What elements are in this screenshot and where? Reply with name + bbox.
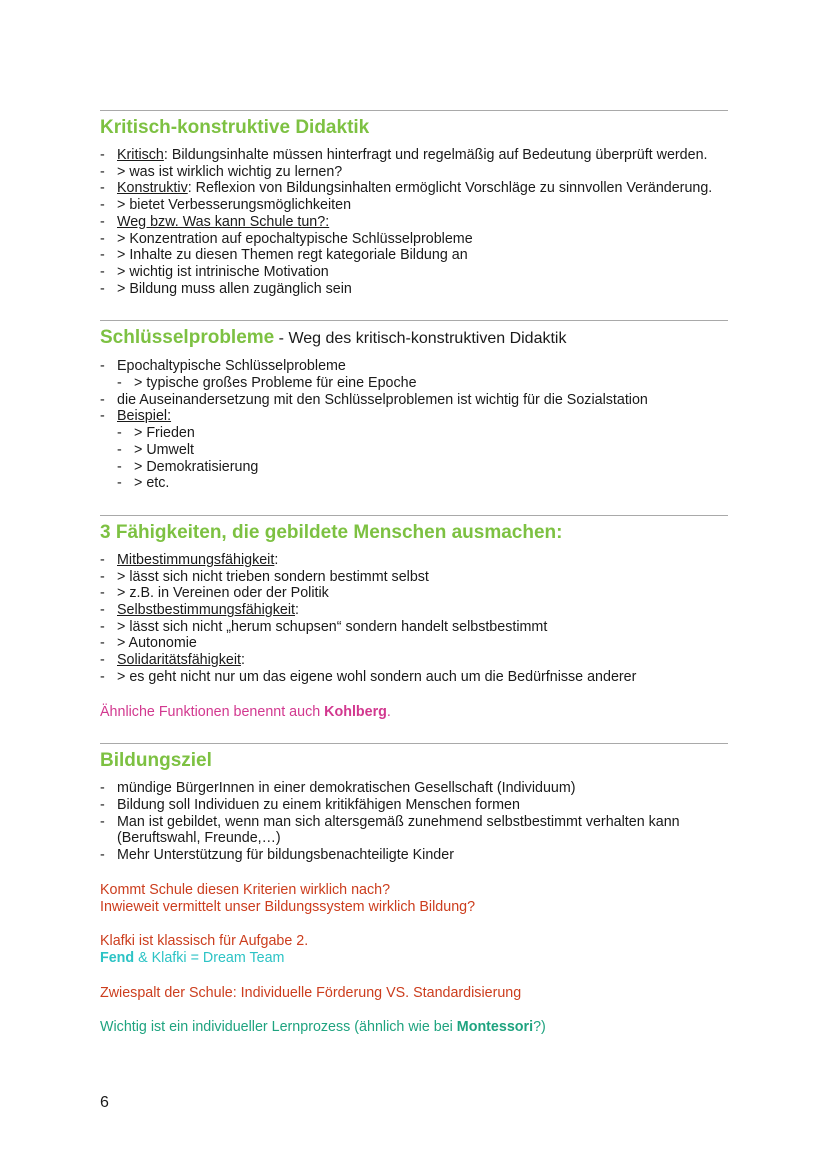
note-bold: Kohlberg [324,703,387,720]
note-kohlberg [100,704,728,721]
note-zwiespalt: Zwiespalt der Schule: Individuelle Förderung VS. Standardisierung [100,984,522,1001]
item-text: Mehr Unterstützung für bildungsbenachteiligte Kinder [117,847,454,864]
note-text: Ähnliche Funktionen benennt auch [100,703,325,720]
item-text: > Umwelt [134,441,194,458]
list-item [100,652,728,669]
note-klafki: Klafki ist klassisch für Aufgabe 2. [100,933,309,950]
item-text: > wichtig ist intrinische Motivation [117,263,329,280]
heading-subtitle: - Weg des kritisch-konstruktiven Didaktik [274,330,567,348]
section-heading-faehigkeiten: 3 Fähigkeiten, die gebildete Menschen ausmachen: [100,521,563,543]
item-text: Bildung soll Individuen zu einem kritikfähigen Menschen formen [117,796,520,813]
underlined-term: Weg bzw. Was kann Schule tun?: [117,213,330,230]
item-text: : [295,602,299,619]
underlined-term: Mitbestimmungsfähigkeit [117,551,275,568]
section-heading-bildungsziel: Bildungsziel [100,750,212,772]
item-text: Man ist gebildet, wenn man sich altersgemäß zunehmend selbstbestimmt verhalten kann (Beruftswahl, Freunde,…) [117,813,680,847]
list-item [100,814,728,847]
page-number: 6 [100,1094,109,1111]
list-item [100,552,728,569]
list-item [100,197,728,214]
note-text: Wichtig ist ein individueller Lernprozess (ähnlich wie bei [100,1019,457,1036]
item-text: : Reflexion von Bildungsinhalten ermöglicht Vorschläge zu sinnvollen Veränderung. [187,180,713,197]
section-heading-kritisch-konstruktive-didaktik: Kritisch-konstruktive Didaktik [100,117,370,138]
list-item [100,147,728,164]
underlined-term: Solidaritätsfähigkeit [117,652,241,669]
item-text: > Autonomie [117,635,197,652]
underlined-term: Selbstbestimmungsfähigkeit [117,602,296,619]
underlined-term: Beispiel: [117,408,172,425]
list-item [100,602,728,619]
item-text: > bietet Verbesserungsmöglichkeiten [117,197,352,214]
list-item [100,264,728,281]
list-item [100,669,728,686]
heading-title: Schlüsselprobleme [100,327,275,349]
item-text: > z.B. in Vereinen oder der Politik [117,585,329,602]
divider [100,110,728,111]
divider [100,515,728,516]
divider [100,320,728,321]
note-fend-klafki [100,950,728,967]
list-item [100,847,728,864]
list-item [100,780,728,797]
item-text: : [240,652,245,669]
item-text: > lässt sich nicht „herum schupsen“ sondern handelt selbstbestimmt [117,618,548,635]
item-text: > typische großes Probleme für eine Epoche [134,375,417,392]
list-item [100,231,728,248]
list-kritisch-konstruktive-didaktik [100,147,728,297]
list-item [100,797,728,814]
item-text: > was ist wirklich wichtig zu lernen? [117,163,343,180]
note-text-end: . [386,703,391,720]
list-bildungsziel [100,780,728,864]
list-item [100,164,728,181]
list-item [100,569,728,586]
note-bold: Fend [100,949,135,966]
list-item [117,475,728,492]
list-item [100,408,728,425]
list-item [100,180,728,197]
item-text: > Inhalte zu diesen Themen regt kategoriale Bildung an [117,247,468,264]
list-faehigkeiten [100,552,728,686]
note-montessori [100,1019,728,1036]
item-text: die Auseinandersetzung mit den Schlüsselproblemen ist wichtig für die Sozialstation [117,391,648,408]
item-text: > lässt sich nicht trieben sondern bestimmt selbst [117,568,429,585]
list-item [100,392,728,409]
note-text: & Klafki = Dream Team [134,949,285,966]
list-item [100,214,728,231]
list-item [100,358,728,375]
item-text: Epochaltypische Schlüsselprobleme [117,358,346,375]
divider [100,743,728,744]
underlined-term: Konstruktiv [117,180,188,197]
list-item [100,635,728,652]
note-text-end: ?) [533,1019,546,1036]
page-content [100,110,728,1036]
item-text: > Konzentration auf epochaltypische Schlüsselprobleme [117,230,473,247]
question-1: Kommt Schule diesen Kriterien wirklich nach? [100,881,391,898]
list-item [117,459,728,476]
underlined-term: Kritisch [117,147,164,163]
item-text: mündige BürgerInnen in einer demokratischen Gesellschaft (Individuum) [117,780,576,797]
list-item [117,425,728,442]
list-item [100,281,728,298]
list-item [117,375,728,392]
item-text: > Bildung muss allen zugänglich sein [117,280,352,297]
list-item [100,247,728,264]
list-item [100,619,728,636]
item-text: > Demokratisierung [134,458,259,475]
item-text: : Bildungsinhalte müssen hinterfragt und regelmäßig auf Bedeutung überprüft werden. [163,147,708,163]
item-text: : [274,551,279,568]
list-schluesselprobleme [100,358,728,492]
question-2: Inwieweit vermittelt unser Bildungssystem wirklich Bildung? [100,898,476,915]
item-text: > es geht nicht nur um das eigene wohl sondern auch um die Bedürfnisse anderer [117,668,637,685]
list-item [117,442,728,459]
note-bold: Montessori [456,1019,534,1036]
section-heading-schluesselprobleme [100,326,728,351]
list-item [100,585,728,602]
item-text: > Frieden [134,425,195,442]
item-text: > etc. [134,475,170,492]
